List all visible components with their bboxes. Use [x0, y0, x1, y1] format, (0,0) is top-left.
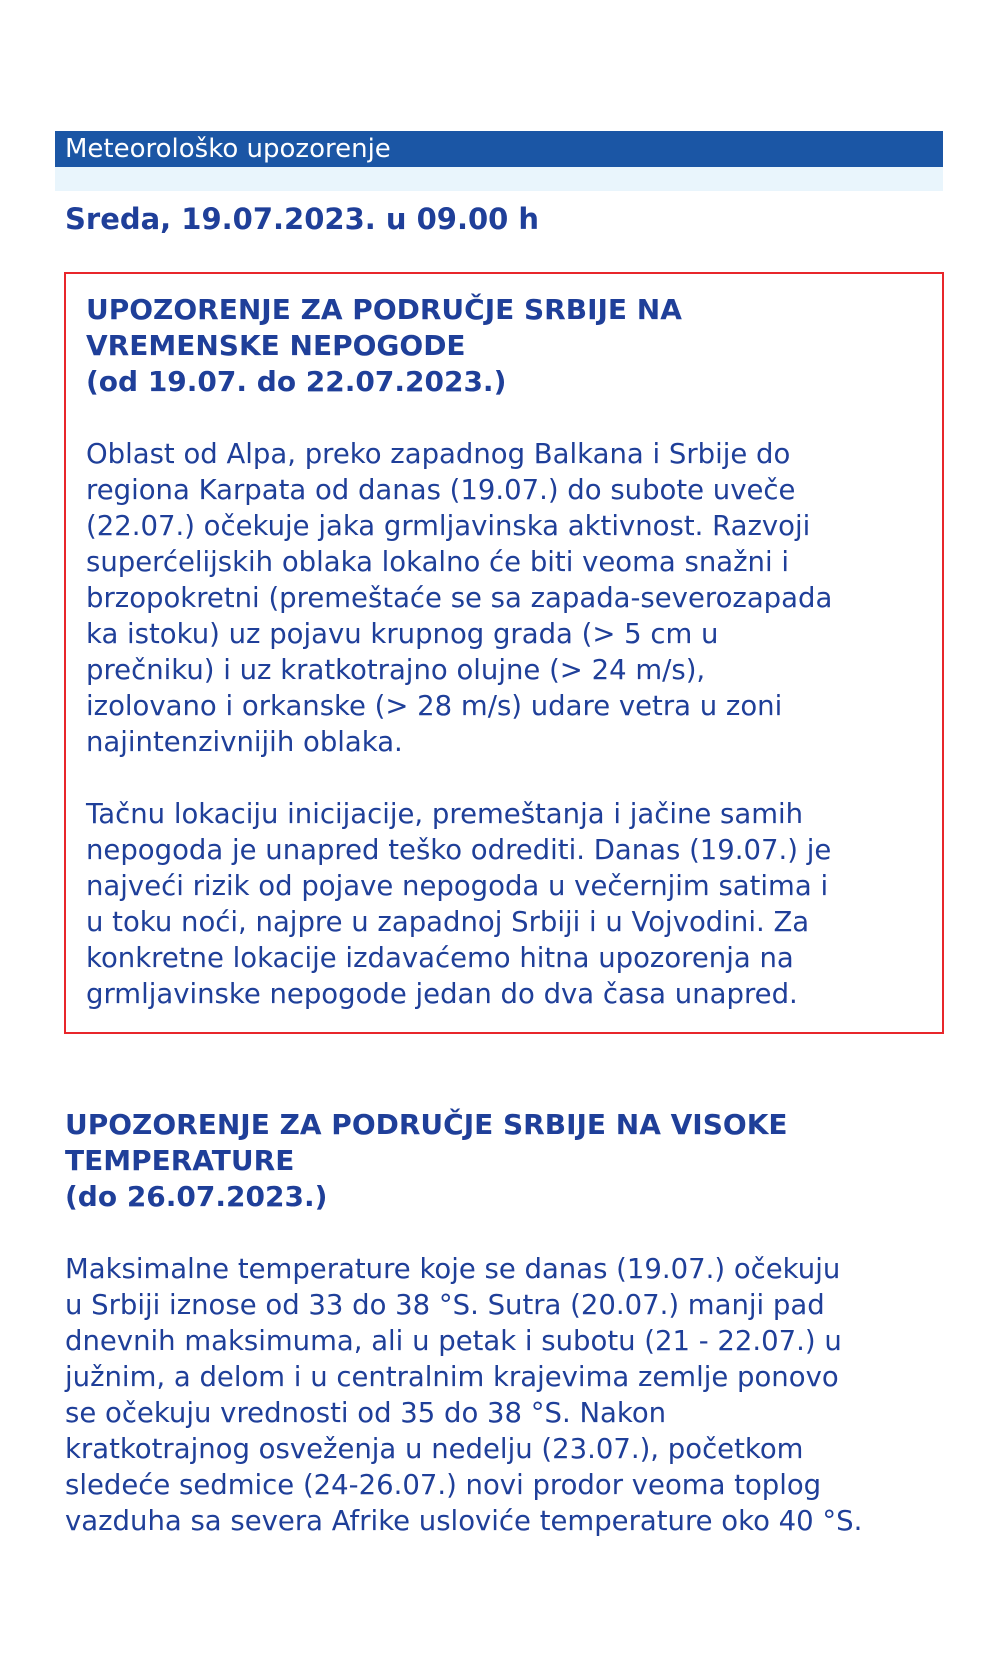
- title-line: (do 26.07.2023.): [65, 1180, 328, 1213]
- text-line: (22.07.) očekuje jaka grmljavinska aktivnost. Razvoji: [86, 510, 811, 542]
- title-line: (od 19.07. do 22.07.2023.): [86, 365, 507, 398]
- text-line: u Srbiji iznose od 33 do 38 °S. Sutra (20.07.) manji pad: [65, 1289, 825, 1321]
- text-line: Tačnu lokaciju inicijacije, premeštanja i jačine samih: [86, 798, 804, 830]
- text-line: južnim, a delom i u centralnim krajevima zemlje ponovo: [65, 1361, 839, 1393]
- text-line: sledeće sedmice (24-26.07.) novi prodor veoma toplog: [65, 1469, 822, 1501]
- text-line: grmljavinske nepogode jedan do dva časa unapred.: [86, 978, 798, 1010]
- text-line: prečniku) i uz kratkotrajno olujne (> 24 m/s),: [86, 654, 706, 686]
- text-line: brzopokretni (premeštaće se sa zapada-severozapada: [86, 582, 833, 614]
- heat-warning-paragraph: [65, 1251, 945, 1539]
- heat-warning-section: [65, 1107, 945, 1539]
- header-strip: [55, 167, 943, 191]
- storm-warning-box: [64, 272, 944, 1034]
- storm-warning-title: [86, 292, 922, 400]
- text-line: superćelijskih oblaka lokalno će biti veoma snažni i: [86, 546, 789, 578]
- text-line: najveći rizik od pojave nepogoda u večernjim satima i: [86, 870, 829, 902]
- text-line: vazduha sa severa Afrike usloviće temperature oko 40 °S.: [65, 1505, 863, 1537]
- text-line: ka istoku) uz pojavu krupnog grada (> 5 cm u: [86, 618, 719, 650]
- storm-warning-paragraph-1: [86, 436, 922, 760]
- header-bar: [55, 131, 943, 167]
- heat-warning-title: [65, 1107, 945, 1215]
- title-line: VREMENSKE NEPOGODE: [86, 329, 466, 362]
- text-line: izolovano i orkanske (> 28 m/s) udare vetra u zoni: [86, 690, 783, 722]
- text-line: konkretne lokacije izdavaćemo hitna upozorenja na: [86, 942, 794, 974]
- text-line: se očekuju vrednosti od 35 do 38 °S. Nakon: [65, 1397, 667, 1429]
- text-line: dnevnih maksimuma, ali u petak i subotu (21 - 22.07.) u: [65, 1325, 842, 1357]
- text-line: Oblast od Alpa, preko zapadnog Balkana i Srbije do: [86, 438, 791, 470]
- title-line: UPOZORENJE ZA PODRUČJE SRBIJE NA: [86, 293, 682, 326]
- title-line: TEMPERATURE: [65, 1144, 295, 1177]
- text-line: najintenzivnijih oblaka.: [86, 726, 403, 758]
- text-line: u toku noći, najpre u zapadnoj Srbiji i u Vojvodini. Za: [86, 906, 810, 938]
- storm-warning-paragraph-2: [86, 796, 922, 1012]
- header-title: Meteorološko upozorenje: [65, 134, 391, 164]
- text-line: kratkotrajnog osveženja u nedelju (23.07.), početkom: [65, 1433, 804, 1465]
- issue-date: Sreda, 19.07.2023. u 09.00 h: [65, 202, 540, 236]
- text-line: Maksimalne temperature koje se danas (19.07.) očekuju: [65, 1253, 841, 1285]
- text-line: regiona Karpata od danas (19.07.) do subote uveče: [86, 474, 796, 506]
- title-line: UPOZORENJE ZA PODRUČJE SRBIJE NA VISOKE: [65, 1108, 788, 1141]
- text-line: nepogoda je unapred teško odrediti. Danas (19.07.) je: [86, 834, 832, 866]
